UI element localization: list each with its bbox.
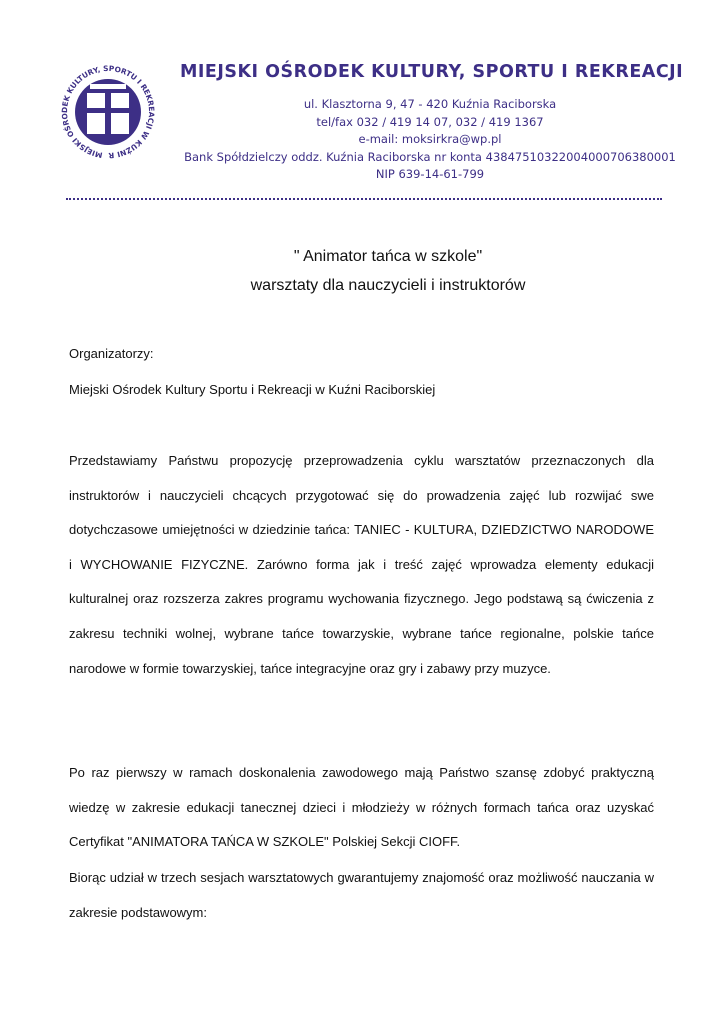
- logo-arc-text: MIEJSKI OŚRODEK KULTURY, SPORTU I REKREACJI W KUŹNI R: [59, 63, 157, 161]
- organizers-label: Organizatorzy:: [69, 346, 154, 361]
- document-title: [66, 242, 710, 300]
- title-line-2: warsztaty dla nauczycieli i instruktorów: [250, 277, 526, 294]
- letterhead-divider: [66, 198, 662, 200]
- bank-account-line: Bank Spółdzielczy oddz. Kuźnia Raciborska nr konta 43847510322004000706380001: [184, 149, 676, 164]
- nip-line: NIP 639-14-61-799: [375, 167, 485, 181]
- title-line-1: " Animator tańca w szkole": [293, 248, 483, 265]
- address-line: ul. Klasztorna 9, 47 - 420 Kuźnia Raciborska: [303, 97, 557, 111]
- phone-line: tel/fax 032 / 419 14 07, 032 / 419 1367: [316, 114, 544, 129]
- email-line: e-mail: moksirkra@wp.pl: [358, 132, 502, 146]
- organization-name: MIEJSKI OŚRODEK KULTURY, SPORTU I REKREACJI: [180, 62, 684, 82]
- logo-emblem-icon: [58, 62, 158, 162]
- organization-logo: [58, 62, 158, 162]
- paragraph-certificate: Po raz pierwszy w ramach doskonalenia zawodowego mają Państwo szansę zdobyć praktyczną wiedzę w zakresie edukacji tanecznej dzieci i młodzieży w różnych formach tańca oraz uzyskać Certyfikat "ANIMATORA TAŃCA W SZKOLE" Polskiej Sekcji CIOFF.: [69, 765, 654, 850]
- paragraph-introduction: Przedstawiamy Państwu propozycję przeprowadzenia cyklu warsztatów przeznaczonych dla instruktorów i nauczycieli chcących przygotować się do prowadzenia zajęć lub rozwijać swe dotychczasowe umiejętności w dziedzinie tańca: TANIEC - KULTURA, DZIEDZICTWO NARODOWE i WYCHOWANIE FIZYCZNE. Zarówno forma jak i treść zajęć wprowadza elementy edukacji kulturalnej oraz rozszerza zakres programu wychowania fizycznego. Jego podstawą są ćwiczenia z zakresu techniki wolnej, wybrane tańce towarzyskie, wybrane tańce regionalne, polskie tańce narodowe w formie towarzyskiej, tańce integracyjne oraz gry i zabawy przy muzyce.: [69, 453, 654, 676]
- letterhead: [180, 62, 684, 184]
- paragraph-sessions: Biorąc udział w trzech sesjach warsztatowych gwarantujemy znajomość oraz możliwość nauczania w zakresie podstawowym:: [69, 870, 654, 920]
- organizers-name: Miejski Ośrodek Kultury Sportu i Rekreacji w Kuźni Raciborskiej: [69, 382, 436, 397]
